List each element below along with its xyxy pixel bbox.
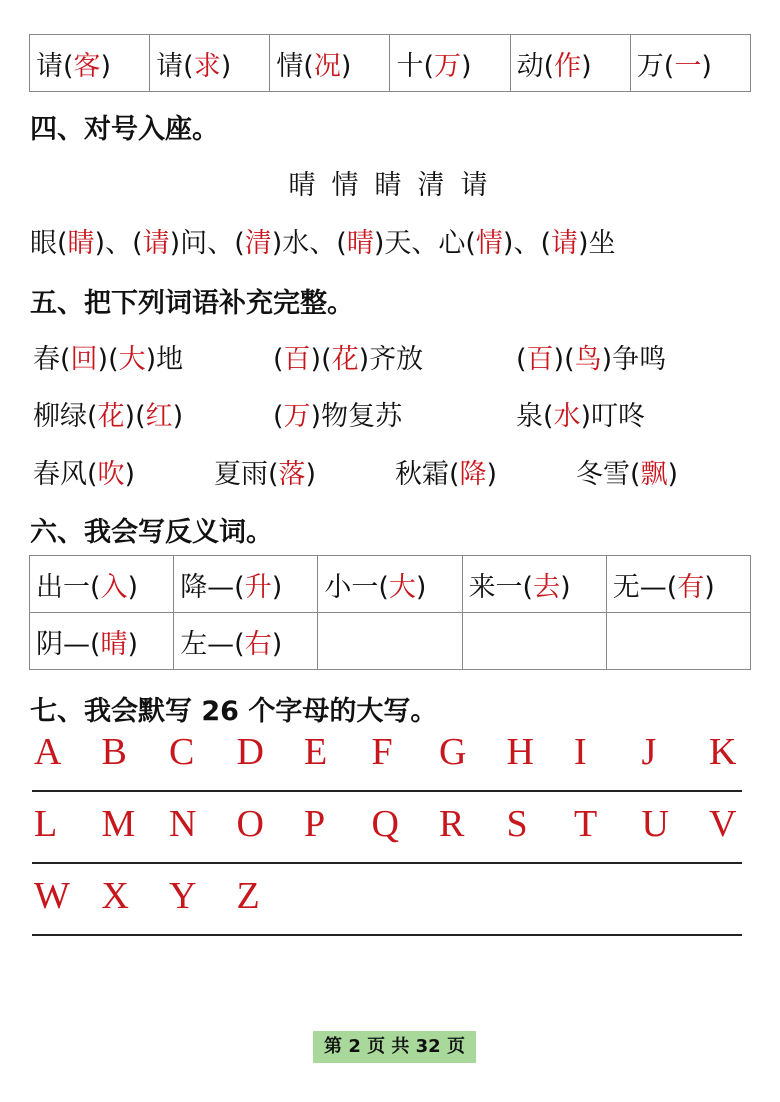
letter-line [32, 874, 742, 936]
answer-text: 睛 [67, 228, 95, 259]
uppercase-letter: P [304, 803, 326, 845]
cell-prefix: 请( [36, 50, 74, 82]
phrase-text: )( [97, 344, 119, 375]
cell-suffix: ) [415, 571, 427, 603]
cell-suffix: )、 [502, 228, 541, 259]
cell-prefix: 请( [156, 50, 194, 82]
cell-suffix: ) [461, 50, 472, 82]
answer-text: 况 [313, 50, 341, 82]
phrase-text: ) [667, 459, 679, 490]
cell-suffix: )天、 [373, 228, 439, 259]
uppercase-letter: W [34, 875, 70, 917]
cell-suffix: ) [340, 50, 352, 82]
phrase-text: 春风( [33, 459, 98, 490]
antonym-cell [30, 613, 174, 670]
uppercase-letter: Z [236, 875, 260, 917]
phrase-item [273, 394, 402, 433]
phrase-text: )( [310, 344, 332, 375]
cell-prefix: ( [336, 228, 347, 259]
cell-prefix: 情( [276, 50, 314, 82]
answer-text: 大 [118, 344, 146, 375]
uppercase-letter: C [169, 731, 195, 773]
phrase-text: )争鸣 [601, 344, 667, 375]
phrase-text: ) [305, 459, 317, 490]
answer-text: 作 [554, 50, 582, 82]
answer-text: 入 [100, 571, 128, 603]
answer-text: 飘 [640, 459, 668, 490]
answer-text: 回 [70, 344, 98, 375]
uppercase-letter: F [371, 731, 393, 773]
cell-prefix: ( [132, 228, 143, 259]
words-table-top [29, 34, 751, 92]
phrase-text: )( [124, 401, 146, 432]
word-cell [30, 35, 150, 92]
uppercase-letter: V [709, 803, 737, 845]
answer-text: 百 [283, 344, 311, 375]
phrase-text: )叮咚 [580, 401, 646, 432]
cell-suffix: ) [704, 571, 715, 603]
cell-suffix: ) [701, 50, 712, 82]
letter-line [32, 730, 742, 792]
cell-suffix: )水、 [271, 228, 337, 259]
answer-text: 大 [388, 571, 416, 603]
uppercase-letter: U [641, 803, 669, 845]
choice-character: 情 [331, 170, 363, 201]
answer-text: 右 [244, 628, 272, 660]
uppercase-letter: O [236, 803, 264, 845]
cell-suffix: ) [560, 571, 571, 603]
answer-text: 鸟 [574, 344, 602, 375]
phrase-text: 春( [33, 344, 71, 375]
section7-heading: 七、我会默写 26 个字母的大写。 [30, 696, 438, 727]
letter-line [32, 802, 742, 864]
cell-suffix: ) [271, 628, 283, 660]
phrase-text: )地 [145, 344, 184, 375]
uppercase-letter: X [101, 875, 129, 917]
cell-suffix: )问、 [169, 228, 235, 259]
antonym-cell [174, 613, 318, 670]
answer-text: 一 [674, 50, 702, 82]
answer-text: 清 [244, 228, 272, 259]
answer-text: 有 [677, 571, 705, 603]
section6-heading: 六、我会写反义词。 [30, 517, 273, 548]
answer-text: 升 [244, 571, 272, 603]
cell-prefix: 心( [438, 228, 476, 259]
phrase-text: ( [273, 344, 284, 375]
phrase-item [516, 394, 645, 433]
cell-prefix: 无—( [612, 571, 678, 603]
antonym-cell [318, 613, 462, 670]
phrase-text: )( [553, 344, 575, 375]
cell-prefix: 左—( [180, 628, 245, 660]
uppercase-letter: R [439, 803, 465, 845]
cell-suffix: ) [127, 571, 139, 603]
uppercase-letter: J [641, 731, 657, 773]
phrase-text: ( [516, 344, 527, 375]
answer-text: 吹 [97, 459, 125, 490]
cell-prefix: 来一( [468, 571, 534, 603]
phrase-text: ) [172, 401, 184, 432]
section4-heading: 四、对号入座。 [30, 114, 219, 145]
answer-text: 落 [278, 459, 306, 490]
phrase-item [273, 337, 423, 376]
cell-prefix: 小一( [324, 571, 389, 603]
section5-heading: 五、把下列词语补充完整。 [30, 288, 354, 319]
cell-prefix: 万( [636, 50, 675, 82]
answer-text: 降 [459, 459, 487, 490]
answer-text: 晴 [346, 228, 374, 259]
uppercase-letter: S [506, 803, 528, 845]
answer-text: 请 [142, 228, 170, 259]
word-cell [630, 35, 750, 92]
phrase-text: 秋霜( [395, 459, 460, 490]
phrase-text: ) [486, 459, 498, 490]
cell-prefix: 眼( [30, 228, 68, 259]
phrase-item [214, 452, 316, 491]
uppercase-letter: G [439, 731, 467, 773]
phrase-item [33, 452, 135, 491]
phrase-text: 柳绿( [33, 401, 98, 432]
phrase-item [33, 337, 183, 376]
phrase-item [516, 337, 666, 376]
cell-suffix: ) [127, 628, 139, 660]
cell-suffix: )坐 [578, 228, 616, 259]
answer-text: 红 [145, 401, 173, 432]
character-choices [0, 163, 780, 202]
uppercase-letter: K [709, 731, 737, 773]
cell-prefix: 阴—( [36, 628, 101, 660]
cell-suffix: ) [581, 50, 592, 82]
word-cell [270, 35, 390, 92]
phrase-item [33, 394, 183, 433]
uppercase-letter: A [34, 731, 62, 773]
answer-text: 万 [434, 50, 462, 82]
uppercase-letter: E [304, 731, 328, 773]
antonym-cell [462, 556, 606, 613]
cell-prefix: ( [540, 228, 552, 259]
answer-text: 求 [193, 50, 221, 82]
antonym-cell [606, 613, 750, 670]
phrase-text: 泉( [516, 401, 554, 432]
phrase-text: ) [124, 459, 136, 490]
word-cell [390, 35, 510, 92]
uppercase-letter: D [236, 731, 264, 773]
uppercase-letter: Q [371, 803, 399, 845]
answer-text: 花 [331, 344, 359, 375]
answer-text: 情 [475, 228, 503, 259]
answer-text: 花 [97, 401, 125, 432]
answer-text: 客 [73, 50, 101, 82]
cell-suffix: ) [100, 50, 112, 82]
phrase-text: 夏雨( [214, 459, 279, 490]
page-footer: 第 2 页 共 32 页 [313, 1031, 476, 1063]
cell-prefix: 十( [396, 50, 435, 82]
antonym-cell [462, 613, 606, 670]
phrase-item [395, 452, 497, 491]
cell-suffix: ) [271, 571, 283, 603]
antonym-cell [318, 556, 462, 613]
choice-character: 晴 [288, 170, 320, 201]
cell-prefix: 降—( [180, 571, 245, 603]
antonym-cell [606, 556, 750, 613]
uppercase-letter: B [101, 731, 127, 773]
uppercase-letter: I [574, 731, 587, 773]
uppercase-letter: T [574, 803, 598, 845]
answer-text: 万 [283, 401, 311, 432]
answer-text: 请 [551, 228, 579, 259]
phrase-text: )物复苏 [310, 401, 403, 432]
phrase-item [576, 452, 678, 491]
answer-text: 水 [553, 401, 581, 432]
uppercase-letter: L [34, 803, 58, 845]
uppercase-letter: N [169, 803, 197, 845]
fill-in-sentence [30, 221, 616, 260]
choice-character: 睛 [374, 170, 406, 201]
uppercase-letter: Y [169, 875, 197, 917]
phrase-text: 冬雪( [576, 459, 641, 490]
choice-character: 请 [460, 170, 492, 201]
cell-prefix: 出一( [36, 571, 101, 603]
uppercase-letter: H [506, 731, 534, 773]
cell-suffix: )、 [94, 228, 133, 259]
cell-prefix: 动( [516, 50, 555, 82]
antonym-table [29, 555, 751, 670]
phrase-text: )齐放 [358, 344, 424, 375]
answer-text: 百 [526, 344, 554, 375]
word-cell [150, 35, 270, 92]
answer-text: 去 [533, 571, 561, 603]
cell-prefix: ( [234, 228, 245, 259]
antonym-cell [174, 556, 318, 613]
antonym-cell [30, 556, 174, 613]
answer-text: 晴 [100, 628, 128, 660]
cell-suffix: ) [220, 50, 232, 82]
phrase-text: ( [273, 401, 284, 432]
choice-character: 清 [417, 170, 449, 201]
word-cell [510, 35, 630, 92]
uppercase-letter: M [101, 803, 136, 845]
